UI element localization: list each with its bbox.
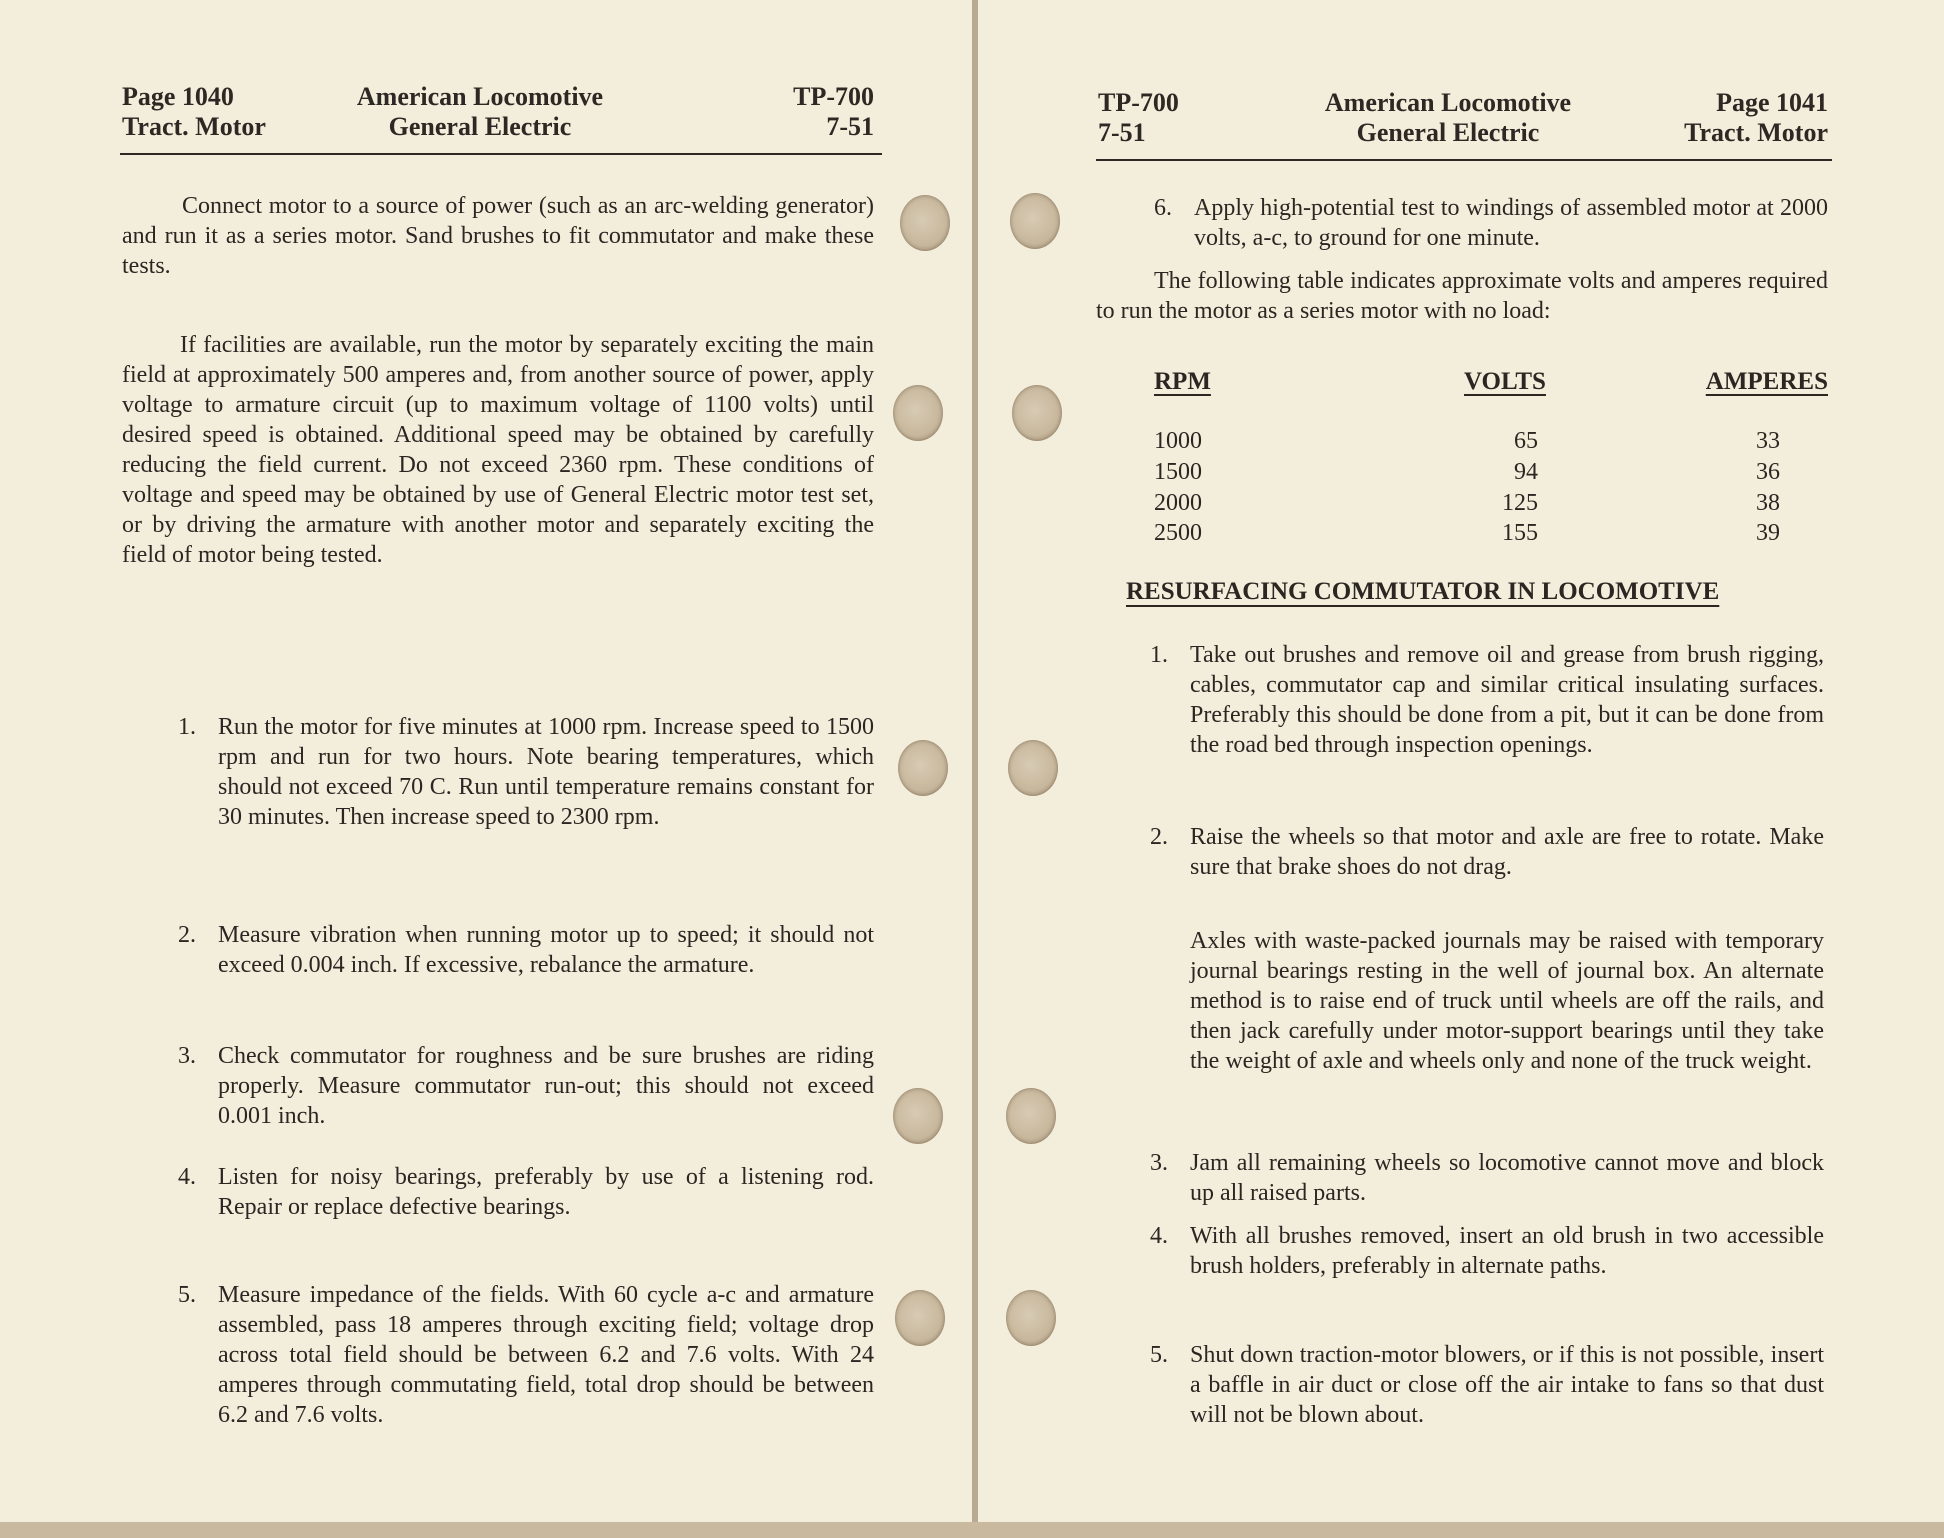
test-step-5	[178, 1280, 874, 1460]
step-text: Apply high-potential test to windings of assembled motor at 2000 volts, a-c, to ground for one minute.	[1194, 195, 1828, 251]
table-header-volts: VOLTS	[1464, 368, 1546, 395]
binder-hole	[1010, 193, 1060, 249]
left-doc-date: 7-51	[826, 112, 874, 141]
table-cell-volts: 94	[1514, 459, 1538, 485]
step-text: Listen for noisy bearings, preferably by use of a listening rod. Repair or replace defective bearings.	[218, 1164, 874, 1220]
step-text: Axles with waste-packed journals may be raised with temporary journal bearings resting in the well of journal box. An alternate method is to raise end of truck until wheels are off the rails, and then jack carefully under motor-support bearings until they take the weight of axle and wheels only and none of the truck weight.	[1190, 928, 1824, 1074]
table-intro: The following table indicates approximate volts and amperes required to run the motor as a series motor with no load:	[1096, 268, 1828, 324]
section-title: RESURFACING COMMUTATOR IN LOCOMOTIVE	[1126, 578, 1720, 605]
test-step-2	[178, 920, 874, 1010]
table-header-rpm: RPM	[1154, 368, 1211, 395]
right-company-line1: American Locomotive	[1324, 88, 1572, 117]
step-number: 1.	[178, 714, 196, 740]
resurface-step-4	[1150, 1221, 1824, 1311]
table-cell-amperes: 36	[1756, 459, 1780, 485]
right-section-label: Tract. Motor	[1684, 118, 1828, 147]
binder-hole	[893, 385, 943, 441]
step-text: Shut down traction-motor blowers, or if this is not possible, insert a baffle in air duct or close off the air intake to fans so that dust will not be blown about.	[1190, 1342, 1824, 1428]
binder-hole	[1012, 385, 1062, 441]
step-number: 2.	[1150, 824, 1168, 850]
intro-paragraph: Connect motor to a source of power (such as an arc-welding generator) and run it as a series motor. Sand brushes to fit commutator and make these tests.	[122, 193, 874, 279]
table-cell-rpm: 2500	[1154, 520, 1202, 546]
left-header-rule	[120, 153, 882, 155]
resurface-step-1	[1150, 640, 1824, 790]
right-page	[978, 0, 1944, 1522]
step-number: 4.	[1150, 1223, 1168, 1249]
right-page-number: Page 1041	[1716, 88, 1828, 117]
step-text: Run the motor for five minutes at 1000 rpm. Increase speed to 1500 rpm and run for two hours. Note bearing temperatures, which should not exceed 70 C. Run until temperature remains constant for 30 minutes. Then increase speed to 2300 rpm.	[218, 714, 874, 830]
resurface-step-3	[1150, 1148, 1824, 1208]
left-company-line1: American Locomotive	[356, 82, 604, 111]
step-text: Measure impedance of the fields. With 60 cycle a-c and armature assembled, pass 18 amperes through exciting field; voltage drop across total field should be between 6.2 and 7.6 volts. With 24 amperes through commutating field, total drop should be between 6.2 and 7.6 volts.	[218, 1282, 874, 1428]
left-company-line2: General Electric	[388, 112, 572, 141]
table-cell-amperes: 39	[1756, 520, 1780, 546]
step-number: 5.	[178, 1282, 196, 1308]
right-company-line2: General Electric	[1356, 118, 1540, 147]
right-header-rule	[1096, 159, 1832, 161]
binder-hole	[895, 1290, 945, 1346]
right-doc-number: TP-700	[1098, 88, 1179, 117]
table-cell-rpm: 1500	[1154, 459, 1202, 485]
step-text: Take out brushes and remove oil and grease from brush rigging, cables, commutator cap and similar critical insulating surfaces. Preferably this should be done from a pit, but it can be done from the road bed through inspection openings.	[1190, 642, 1824, 758]
test-step-3	[178, 1041, 874, 1131]
left-doc-number: TP-700	[793, 82, 874, 111]
right-doc-date: 7-51	[1098, 118, 1146, 147]
test-step-6	[1154, 193, 1828, 253]
step-number: 4.	[178, 1164, 196, 1190]
table-cell-amperes: 38	[1756, 490, 1780, 516]
test-step-4	[178, 1162, 874, 1252]
binder-hole	[898, 740, 948, 796]
facilities-paragraph: If facilities are available, run the motor by separately exciting the main field at approximately 500 amperes and, from another source of power, apply voltage to armature circuit (up to maximum voltage of 1100 volts) until desired speed is obtained. Additional speed may be obtained by carefully reducing the field current. Do not exceed 2360 rpm. These conditions of voltage and speed may be obtained by use of General Electric motor test set, or by driving the armature with another motor and separately exciting the field of motor being tested.	[122, 332, 874, 568]
resurface-step-2-note	[1150, 926, 1824, 1136]
page-edge	[0, 1522, 1944, 1538]
table-cell-volts: 155	[1502, 520, 1538, 546]
left-section-label: Tract. Motor	[122, 112, 266, 141]
binder-hole	[1008, 740, 1058, 796]
binder-hole	[900, 195, 950, 251]
step-text: With all brushes removed, insert an old brush in two accessible brush holders, preferably in alternate paths.	[1190, 1223, 1824, 1279]
binder-hole	[1006, 1290, 1056, 1346]
step-number: 6.	[1154, 195, 1172, 221]
binder-hole	[893, 1088, 943, 1144]
table-cell-volts: 65	[1514, 428, 1538, 454]
step-number: 3.	[178, 1043, 196, 1069]
binder-hole	[1006, 1088, 1056, 1144]
step-text: Check commutator for roughness and be sure brushes are riding properly. Measure commutator run-out; this should not exceed 0.001 inch.	[218, 1043, 874, 1129]
test-step-1	[178, 712, 874, 892]
table-cell-amperes: 33	[1756, 428, 1780, 454]
step-number: 5.	[1150, 1342, 1168, 1368]
resurface-step-2	[1150, 822, 1824, 912]
table-cell-rpm: 2000	[1154, 490, 1202, 516]
table-header-amperes: AMPERES	[1705, 368, 1828, 395]
table-cell-volts: 125	[1502, 490, 1538, 516]
step-text: Jam all remaining wheels so locomotive cannot move and block up all raised parts.	[1190, 1150, 1824, 1206]
table-cell-rpm: 1000	[1154, 428, 1202, 454]
step-number: 3.	[1150, 1150, 1168, 1176]
step-number: 2.	[178, 922, 196, 948]
left-page-number: Page 1040	[122, 82, 234, 111]
left-page	[0, 0, 972, 1522]
step-text: Measure vibration when running motor up to speed; it should not exceed 0.004 inch. If excessive, rebalance the armature.	[218, 922, 874, 978]
step-number: 1.	[1150, 642, 1168, 668]
resurface-step-5	[1150, 1340, 1824, 1460]
step-text: Raise the wheels so that motor and axle are free to rotate. Make sure that brake shoes do not drag.	[1190, 824, 1824, 880]
